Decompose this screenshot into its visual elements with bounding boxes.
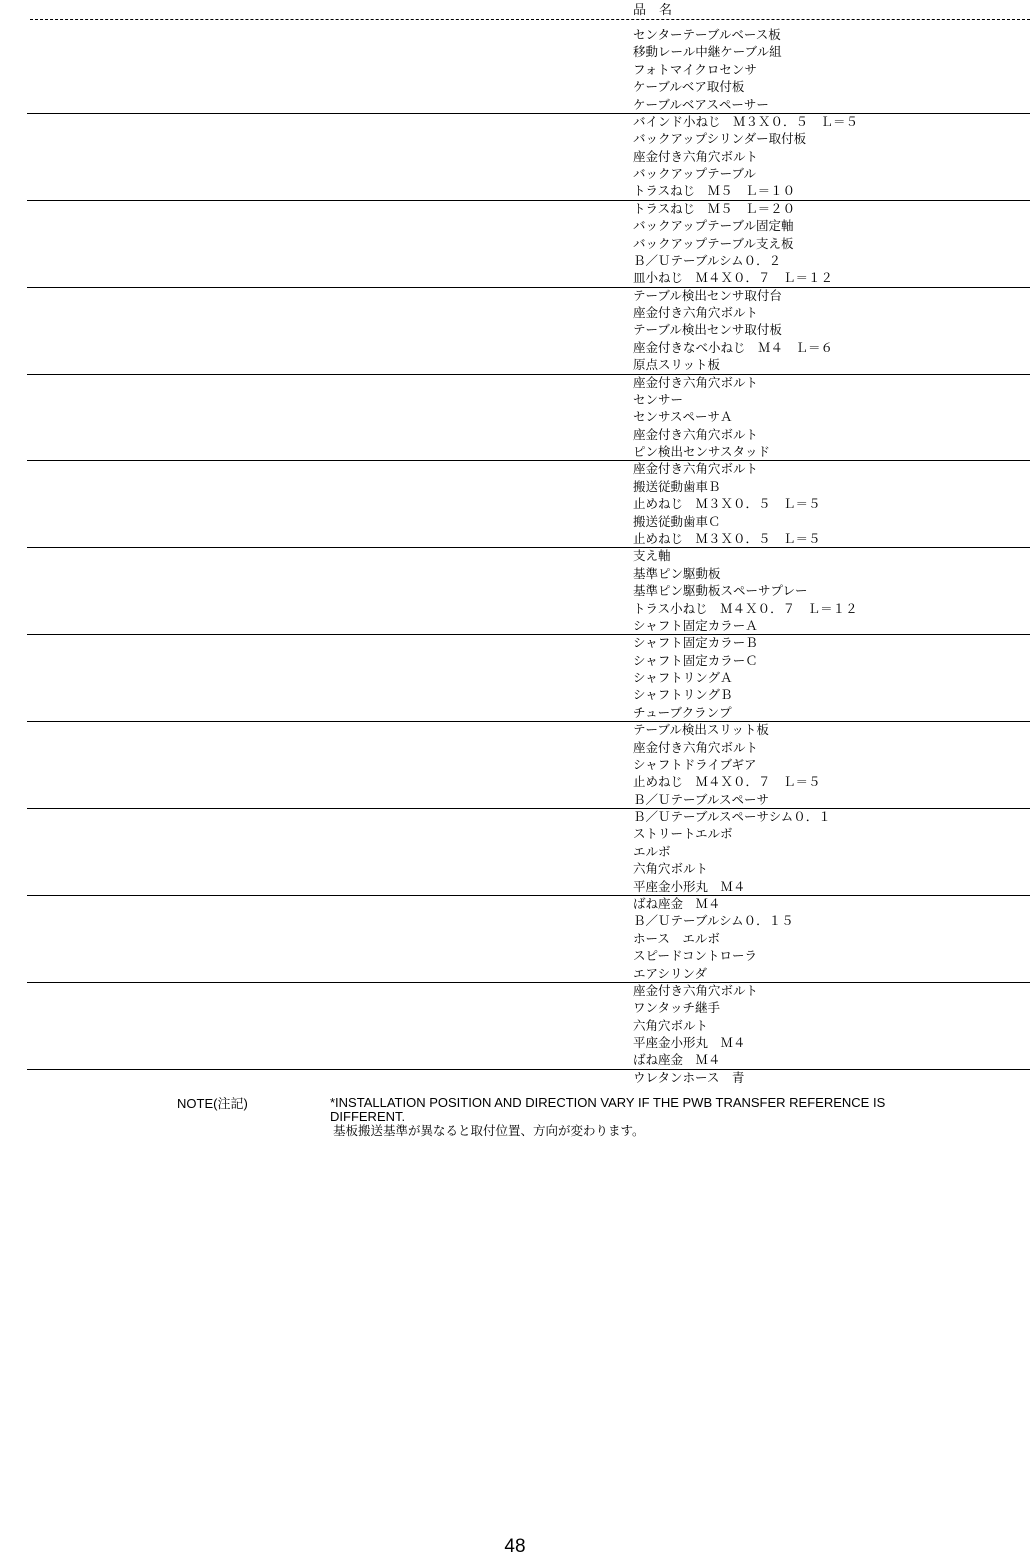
page-number: 48 [504,1536,526,1557]
part-name: トラス小ねじ Ｍ４Ｘ０．７ Ｌ＝１２ [633,600,858,616]
part-name: 基準ピン駆動板 [633,565,721,581]
parts-list-header [0,0,1030,20]
note-text-english: *INSTALLATION POSITION AND DIRECTION VARY IF THE PWB TRANSFER REFERENCE IS DIFFERENT. [330,1095,886,1124]
part-name: フォトマイクロセンサ [633,61,757,77]
part-name: 六角穴ボルト [633,1017,709,1033]
part-name: 原点スリット板 [633,357,721,373]
part-name: Ｂ／Ｕテーブルスペーサシム０．１ [633,809,831,825]
part-name: チューブクランプ [633,704,732,720]
part-name: 基準ピン駆動板スペーサプレー [633,583,808,599]
part-name: シャフトリングＡ [633,670,733,686]
header-divider [30,19,1030,20]
part-name: シャフトドライブギア [633,756,757,772]
part-name: テーブル検出センサ取付板 [633,322,782,338]
part-name: 座金付き六角穴ボルト [633,148,759,164]
part-name: Ｂ／Ｕテーブルスペーサ [633,791,770,807]
part-group [0,635,1030,722]
part-name: 座金付きなべ小ねじ Ｍ４ Ｌ＝６ [633,339,834,355]
part-name: 座金付き六角穴ボルト [633,739,759,755]
part-name: Ｂ／Ｕテーブルシム０．２ [633,252,782,268]
part-name: 支え軸 [633,548,671,564]
part-name: 座金付き六角穴ボルト [633,982,759,998]
part-name: バックアップテーブル固定軸 [633,218,794,234]
part-group [0,896,1030,983]
part-group [0,375,1030,462]
part-name: ワンタッチ継手 [633,1000,721,1016]
part-name: 搬送従動歯車Ｃ [633,513,721,529]
part-name: シャフトリングＢ [633,687,733,703]
part-name: 止めねじ Ｍ３Ｘ０．５ Ｌ＝５ [633,496,821,512]
part-name: テーブル検出スリット板 [633,722,769,738]
part-name: 座金付き六角穴ボルト [633,461,759,477]
part-name: 座金付き六角穴ボルト [633,426,759,442]
part-name: シャフト固定カラーＢ [633,635,758,651]
part-name: 搬送従動歯車Ｂ [633,478,721,494]
note-text-japanese: 基板搬送基準が異なると取付位置、方向が変わります。 [333,1124,645,1138]
part-name: センターテーブルベース板 [633,27,781,42]
part-name: Ｂ／Ｕテーブルシム０．１５ [633,913,794,929]
part-name: バックアップテーブル支え板 [633,235,794,251]
part-group [0,114,1030,201]
part-name: センサー [633,391,684,407]
part-name: シャフト固定カラーＡ [633,617,758,633]
part-group [0,548,1030,635]
part-name: ばね座金 Ｍ４ [633,895,721,911]
part-name: ピン検出センサスタッド [633,444,771,460]
part-name: 止めねじ Ｍ３Ｘ０．５ Ｌ＝５ [633,531,821,547]
part-name: バックアップシリンダー取付板 [633,131,807,147]
part-name: ストリートエルボ [633,826,733,842]
part-group [0,288,1030,375]
part-group [0,461,1030,548]
part-group [0,722,1030,809]
part-name: 平座金小形丸 Ｍ４ [633,1034,746,1050]
parts-list [0,27,1030,1085]
part-group [0,27,1030,114]
part-group [0,809,1030,896]
part-name: シャフト固定カラーＣ [633,652,758,668]
note-label: NOTE(注記) [177,1096,248,1111]
part-name: 座金付き六角穴ボルト [633,305,759,321]
part-name: バインド小ねじ Ｍ３Ｘ０．５ Ｌ＝５ [633,113,859,129]
part-group [0,982,1030,1085]
part-name: ウレタンホース 青 [633,1069,745,1085]
part-name: トラスねじ Ｍ５ Ｌ＝１０ [633,183,796,199]
part-name: テーブル検出センサ取付台 [633,287,782,303]
part-name: ケーブルベア取付板 [633,79,745,95]
part-name: 平座金小形丸 Ｍ４ [633,878,746,894]
group-divider [27,1069,1030,1070]
part-name: 止めねじ Ｍ４Ｘ０．７ Ｌ＝５ [633,774,821,790]
part-name: スピードコントローラ [633,948,758,964]
part-name: トラスねじ Ｍ５ Ｌ＝２０ [633,200,796,216]
part-name: 座金付き六角穴ボルト [633,374,759,390]
part-group [0,201,1030,288]
part-name-column-header: 品 名 [633,3,673,18]
part-name: エアシリンダ [633,965,708,981]
part-name: ばね座金 Ｍ４ [633,1052,721,1068]
part-name: エルボ [633,843,671,859]
part-name: 六角穴ボルト [633,861,709,877]
part-name: バックアップテーブル [633,166,757,182]
part-name: センサスペーサＡ [633,409,733,425]
part-name: 移動レール中継ケーブル組 [633,44,782,60]
part-name: ホース エルボ [633,930,720,946]
part-name: 皿小ねじ Ｍ４Ｘ０．７ Ｌ＝１２ [633,270,834,286]
part-name: ケーブルベアスペーサー [633,96,769,112]
